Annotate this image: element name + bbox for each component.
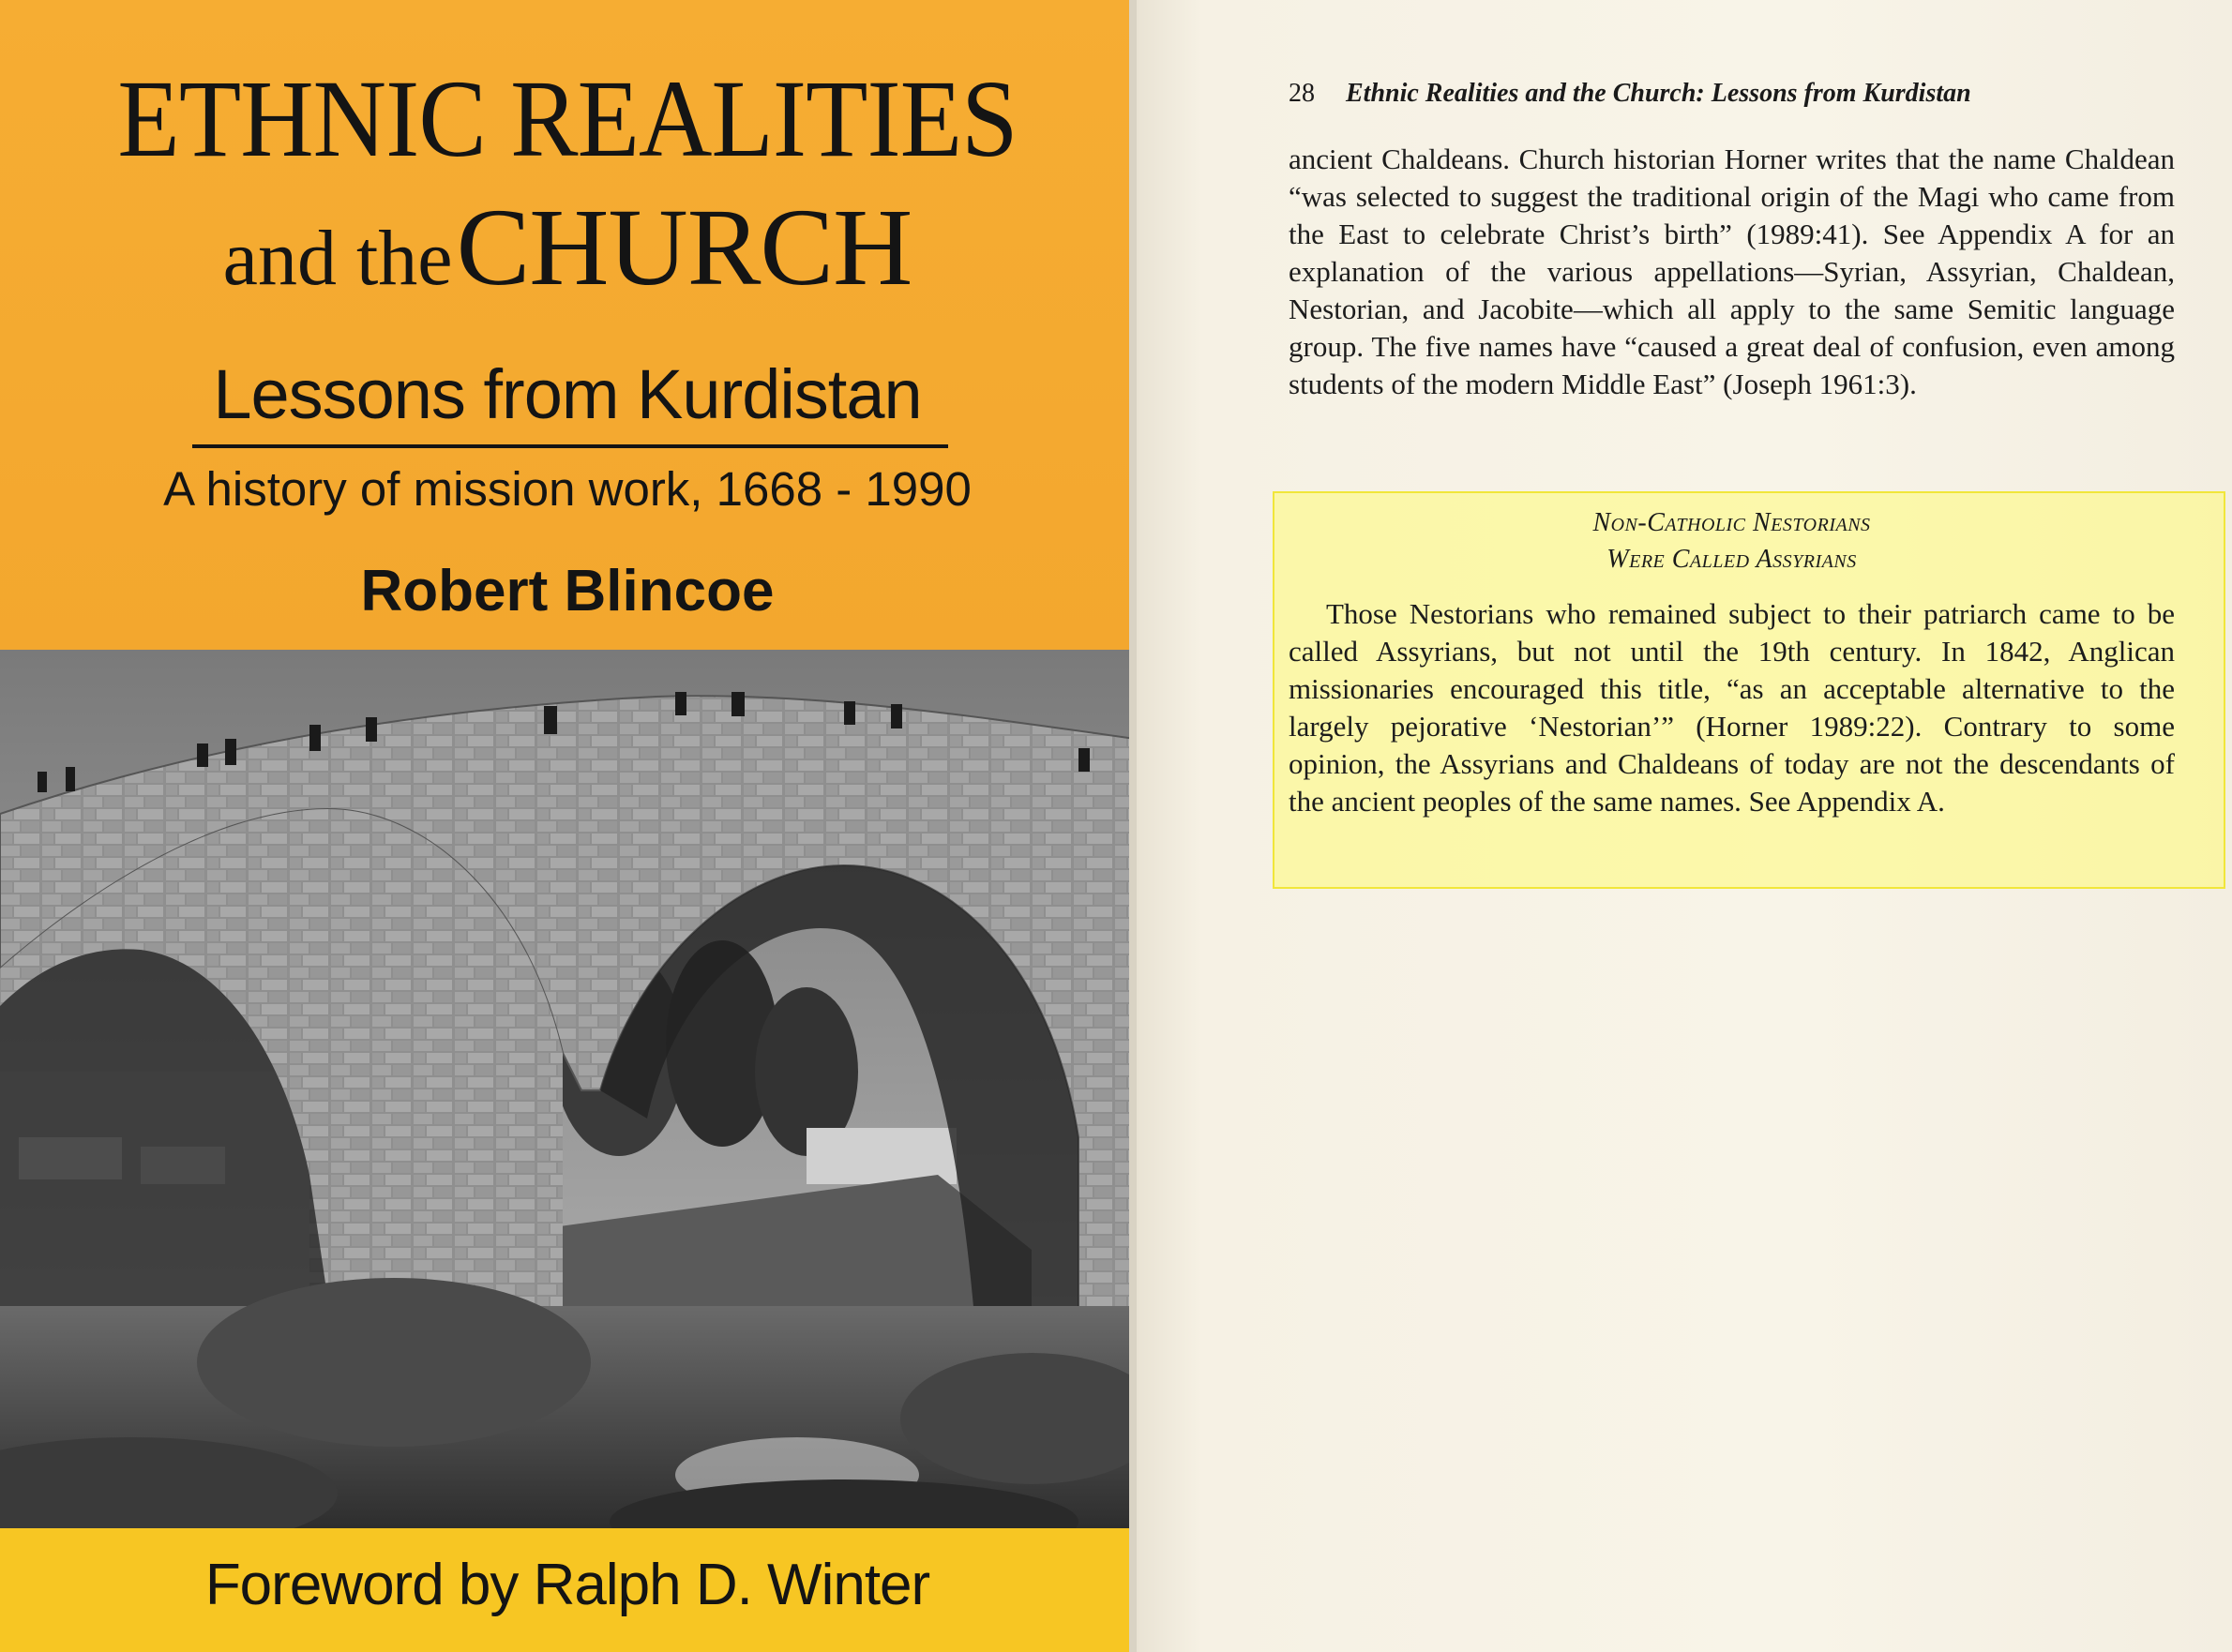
section-heading-line2: Were Called Assyrians	[1606, 545, 1857, 574]
section-heading-line1: Non-Catholic Nestorians	[1592, 508, 1871, 537]
page-number: 28	[1289, 79, 1315, 108]
book-page	[1137, 0, 2232, 1652]
cover-title-church: CHURCH	[456, 186, 912, 308]
bridge-photo	[0, 650, 1135, 1528]
bridge-photo-illustration	[0, 650, 1135, 1528]
cover-title-and-the: and the	[222, 215, 453, 302]
cover-divider	[192, 444, 948, 448]
cover-title-line2	[0, 184, 1135, 311]
cover-tagline: A history of mission work, 1668 - 1990	[163, 462, 972, 516]
section-paragraph: Those Nestorians who remained subject to their patriarch came to be called Assyrians, but not until the 19th century. In 1842, Anglican missionaries encouraged this title, “as an acceptable alternative to the largely pejorative ‘Nestorian’” (Horner 1989:22). Contrary to some opinion, the Assyrians and Chaldeans of today are not the descendants of the ancient peoples of the same names. See Appendix A.	[1289, 597, 2175, 818]
body-paragraph: ancient Chaldeans. Church historian Horner writes that the name Chaldean “was selected to suggest the traditional origin of the Magi who came from the East to celebrate Christ’s birth” (1989:41). See Appendix A for an explanation of the various appellations—Syrian, Assyrian, Chaldean, Nestorian, and Jacobite—which all apply to the same Semitic language group. The five names have “caused a great deal of confusion, even among students of the modern Middle East” (Joseph 1961:3).	[1289, 143, 2175, 400]
show-through-text	[1296, 413, 2168, 454]
running-title: Ethnic Realities and the Church: Lessons from Kurdistan	[1346, 79, 1971, 108]
running-head	[1289, 79, 2175, 109]
cover-author: Robert Blincoe	[360, 559, 775, 623]
cover-foreword: Foreword by Ralph D. Winter	[204, 1553, 930, 1617]
page-gutter	[1129, 0, 1137, 1652]
cover-subtitle: Lessons from Kurdistan	[213, 355, 922, 433]
cover-title-line1: ETHNIC REALITIES	[117, 57, 1018, 180]
